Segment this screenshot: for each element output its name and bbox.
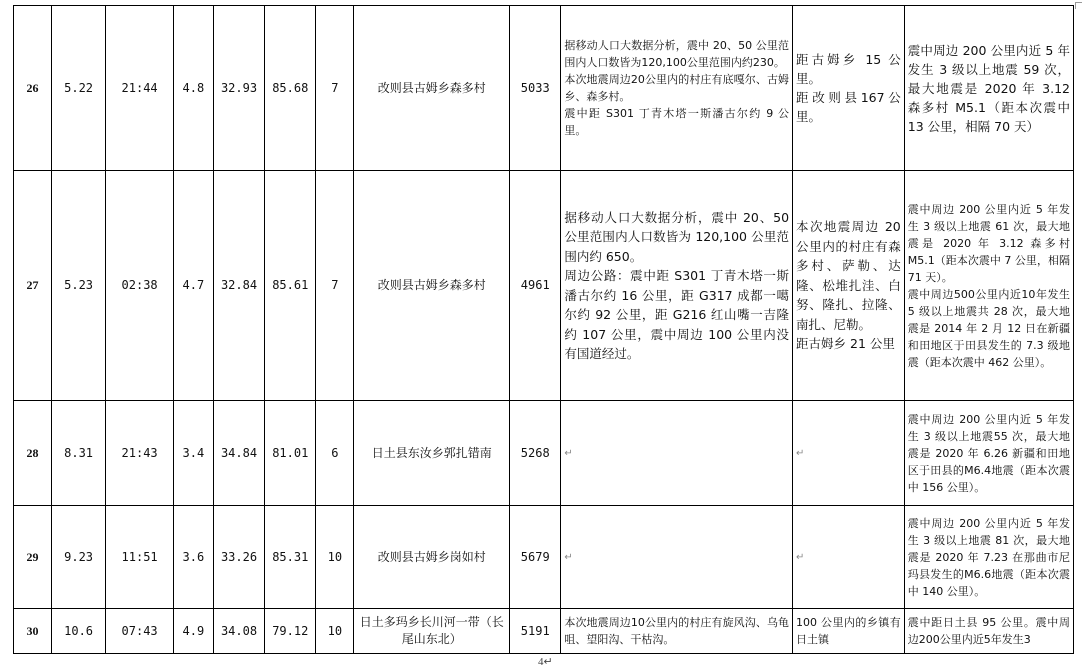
population-line: 据移动人口大数据分析，震中 20、50 公里范围内人口数皆为120,100公里范围内约230。 <box>564 39 790 69</box>
history-cell <box>904 506 1073 609</box>
nearby-line: 距改则县167公里。 <box>796 90 901 124</box>
nearby-line: 距古姆乡 21 公里 <box>796 336 895 352</box>
altitude-cell: 5268 <box>510 401 561 506</box>
population-line: 本次地震周边10公里内的村庄有旋风沟、乌龟咀、望阳沟、干枯沟。 <box>564 616 790 646</box>
history-line: 震中周边 200 公里内近 5 年发生 3 级以上地震 59 次，最大地震是 2020 年 3.12 森多村 M5.1（距本次震中 13 公里，相隔 70 天） <box>907 42 1070 134</box>
nearby-cell <box>793 171 905 401</box>
page-number: 4↵ <box>538 656 553 668</box>
population-line: 周边公路：震中距 S301 丁青木塔一斯潘古尔约 16 公里，距 G317 成都一噶尔约 92 公里，距 G216 红山嘴一吉隆约 107 公里，震中周边 100 公里内没有国道经过。 <box>564 268 790 361</box>
depth-cell: 10 <box>316 609 354 654</box>
longitude-cell: 79.12 <box>265 609 316 654</box>
location-cell: 改则县古姆乡森多村 <box>354 171 510 401</box>
altitude-cell: 4961 <box>510 171 561 401</box>
longitude-cell: 85.61 <box>265 171 316 401</box>
history-line: 震中周边 200 公里内近 5 年发生 3 级以上地震55 次，最大地震是 2020 年 6.26 新疆和田地区于田县的M6.4地震（距本次震中 156 公里）。 <box>907 412 1070 494</box>
table-row <box>14 609 1074 654</box>
longitude-cell: 85.68 <box>265 6 316 171</box>
nearby-cell <box>793 6 905 171</box>
nearby-cell <box>793 401 905 506</box>
history-cell <box>904 6 1073 171</box>
population-line: 据移动人口大数据分析，震中 20、50 公里范围内人口数皆为 120,100 公里范围内约 650。 <box>564 209 790 264</box>
date-cell: 5.22 <box>51 6 105 171</box>
longitude-cell: 85.31 <box>265 506 316 609</box>
paragraph-mark: ↵ <box>564 552 573 563</box>
row-number: 26 <box>14 6 52 171</box>
location-cell: 日土多玛乡长川河一带（长尾山东北） <box>354 609 510 654</box>
nearby-cell <box>793 609 905 654</box>
history-line: 震中周边500公里内近10年发生 5 级以上地震共 28 次，最大地震是 2014 年 2 月 12 日在新疆和田地区于田县发生的 7.3 级地震（距本次震中 462 公里）。 <box>907 287 1070 369</box>
population-cell <box>561 609 793 654</box>
latitude-cell: 32.93 <box>213 6 264 171</box>
table-row <box>14 171 1074 401</box>
table-row <box>14 401 1074 506</box>
time-cell: 21:44 <box>106 6 174 171</box>
magnitude-cell: 3.6 <box>173 506 213 609</box>
latitude-cell: 34.08 <box>213 609 264 654</box>
history-cell <box>904 171 1073 401</box>
history-line: 震中周边 200 公里内近 5 年发生 3 级以上地震 81 次，最大地震是 2020 年 7.23 在那曲市尼玛县发生的M6.6地震（距本次震中 140 公里）。 <box>907 516 1070 598</box>
altitude-cell: 5679 <box>510 506 561 609</box>
longitude-cell: 81.01 <box>265 401 316 506</box>
history-cell <box>904 401 1073 506</box>
latitude-cell: 32.84 <box>213 171 264 401</box>
history-line: 震中距日土县 95 公里。震中周边200公里内近5年发生3 <box>907 616 1070 646</box>
date-cell: 10.6 <box>51 609 105 654</box>
magnitude-cell: 4.9 <box>173 609 213 654</box>
row-number: 28 <box>14 401 52 506</box>
altitude-cell: 5191 <box>510 609 561 654</box>
location-cell: 改则县古姆乡森多村 <box>354 6 510 171</box>
earthquake-table <box>13 5 1074 654</box>
row-number: 30 <box>14 609 52 654</box>
population-cell <box>561 506 793 609</box>
population-cell <box>561 6 793 171</box>
population-cell <box>561 401 793 506</box>
depth-cell: 6 <box>316 401 354 506</box>
altitude-cell: 5033 <box>510 6 561 171</box>
depth-cell: 7 <box>316 171 354 401</box>
population-line: 本次地震周边20公里内的村庄有底嘎尔、古姆乡、森多村。 <box>564 73 790 103</box>
time-cell: 11:51 <box>106 506 174 609</box>
location-cell: 改则县古姆乡岗如村 <box>354 506 510 609</box>
magnitude-cell: 4.8 <box>173 6 213 171</box>
nearby-line: 距古姆乡 15 公里。 <box>796 52 901 86</box>
margin-corner-mark <box>1075 2 1082 9</box>
paragraph-mark: ↵ <box>796 448 805 459</box>
date-cell: 9.23 <box>51 506 105 609</box>
time-cell: 07:43 <box>106 609 174 654</box>
latitude-cell: 34.84 <box>213 401 264 506</box>
time-cell: 02:38 <box>106 171 174 401</box>
history-cell <box>904 609 1073 654</box>
row-number: 29 <box>14 506 52 609</box>
nearby-line: 100 公里内的乡镇有日土镇 <box>796 616 901 646</box>
depth-cell: 7 <box>316 6 354 171</box>
table-row <box>14 6 1074 171</box>
row-number: 27 <box>14 171 52 401</box>
date-cell: 8.31 <box>51 401 105 506</box>
location-cell: 日土县东汝乡郭扎错南 <box>354 401 510 506</box>
magnitude-cell: 4.7 <box>173 171 213 401</box>
population-line: 震中距 S301 丁青木塔一斯潘古尔约 9 公里。 <box>564 107 790 137</box>
table-row <box>14 506 1074 609</box>
depth-cell: 10 <box>316 506 354 609</box>
population-cell <box>561 171 793 401</box>
paragraph-mark: ↵ <box>564 448 573 459</box>
history-line: 震中周边 200 公里内近 5 年发生 3 级以上地震 61 次，最大地震是 2020 年 3.12 森多村 M5.1（距本次震中 7 公里，相隔 71 天）。 <box>907 202 1070 284</box>
time-cell: 21:43 <box>106 401 174 506</box>
nearby-line: 本次地震周边 20 公里内的村庄有森多村、萨勒、达隆、松堆扎洼、白努、隆扎、拉隆、南扎、尼勒。 <box>796 219 901 332</box>
magnitude-cell: 3.4 <box>173 401 213 506</box>
latitude-cell: 33.26 <box>213 506 264 609</box>
date-cell: 5.23 <box>51 171 105 401</box>
paragraph-mark: ↵ <box>796 552 805 563</box>
nearby-cell <box>793 506 905 609</box>
